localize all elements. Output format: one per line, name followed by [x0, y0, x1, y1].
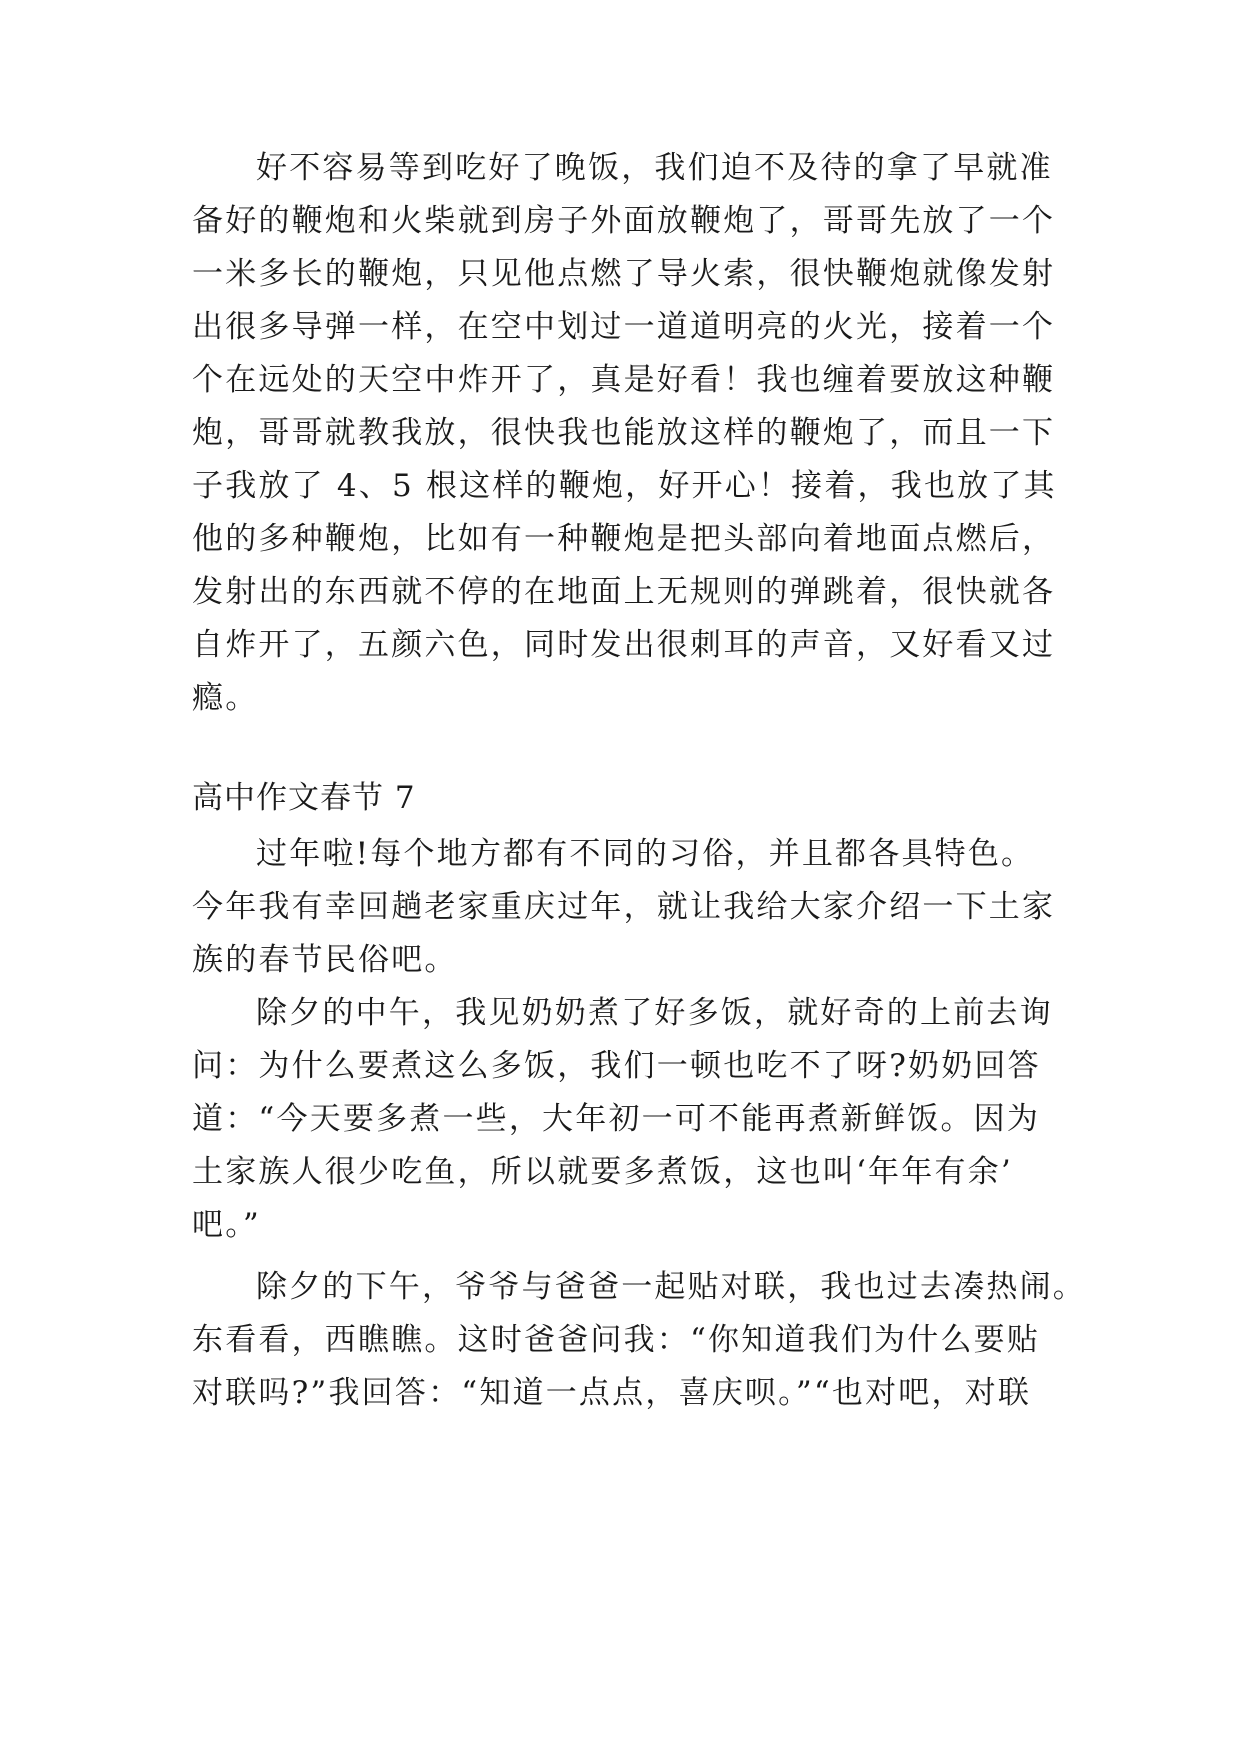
section-heading: 高中作文春节 7	[192, 780, 416, 816]
paragraph-1-line-1: 好不容易等到吃好了晚饭，我们迫不及待的拿了早就准	[256, 150, 1053, 186]
paragraph-3-line-1: 除夕的中午，我见奶奶煮了好多饭，就好奇的上前去询	[256, 995, 1053, 1031]
paragraph-1-line-2: 备好的鞭炮和火柴就到房子外面放鞭炮了，哥哥先放了一个	[192, 203, 1056, 239]
paragraph-2-line-1: 过年啦!每个地方都有不同的习俗，并且都各具特色。	[256, 836, 1035, 872]
paragraph-4-line-3: 对联吗?”我回答：“知道一点点，喜庆呗。”“也对吧，对联	[192, 1375, 1032, 1411]
paragraph-4-line-2: 东看看，西瞧瞧。这时爸爸问我：“你知道我们为什么要贴	[192, 1322, 1041, 1358]
paragraph-2-line-2: 今年我有幸回趟老家重庆过年，就让我给大家介绍一下土家	[192, 889, 1056, 925]
paragraph-1-line-6: 炮，哥哥就教我放，很快我也能放这样的鞭炮了，而且一下	[192, 415, 1056, 451]
paragraph-1-line-4: 出很多导弹一样，在空中划过一道道明亮的火光，接着一个	[192, 309, 1056, 345]
paragraph-1-line-9: 发射出的东西就不停的在地面上无规则的弹跳着，很快就各	[192, 574, 1056, 610]
paragraph-1-line-3: 一米多长的鞭炮，只见他点燃了导火索，很快鞭炮就像发射	[192, 256, 1056, 292]
paragraph-1-line-11: 瘾。	[192, 680, 259, 716]
paragraph-3-line-4: 土家族人很少吃鱼，所以就要多煮饭，这也叫‘年年有余’	[192, 1154, 1013, 1190]
paragraph-1-line-8: 他的多种鞭炮，比如有一种鞭炮是把头部向着地面点燃后，	[192, 521, 1056, 557]
paragraph-2-line-3: 族的春节民俗吧。	[192, 942, 458, 978]
paragraph-3-line-5: 吧。”	[192, 1207, 261, 1243]
paragraph-1-line-5: 个在远处的天空中炸开了，真是好看！我也缠着要放这种鞭	[192, 362, 1056, 398]
paragraph-1-line-10: 自炸开了，五颜六色，同时发出很刺耳的声音，又好看又过	[192, 627, 1056, 663]
paragraph-1-line-7: 子我放了 4、5 根这样的鞭炮，好开心！接着，我也放了其	[192, 468, 1057, 504]
paragraph-3-line-3: 道：“今天要多煮一些，大年初一可不能再煮新鲜饭。因为	[192, 1101, 1041, 1137]
paragraph-4-line-1: 除夕的下午，爷爷与爸爸一起贴对联，我也过去凑热闹。	[256, 1269, 1086, 1305]
paragraph-3-line-2: 问：为什么要煮这么多饭，我们一顿也吃不了呀?奶奶回答	[192, 1048, 1041, 1084]
